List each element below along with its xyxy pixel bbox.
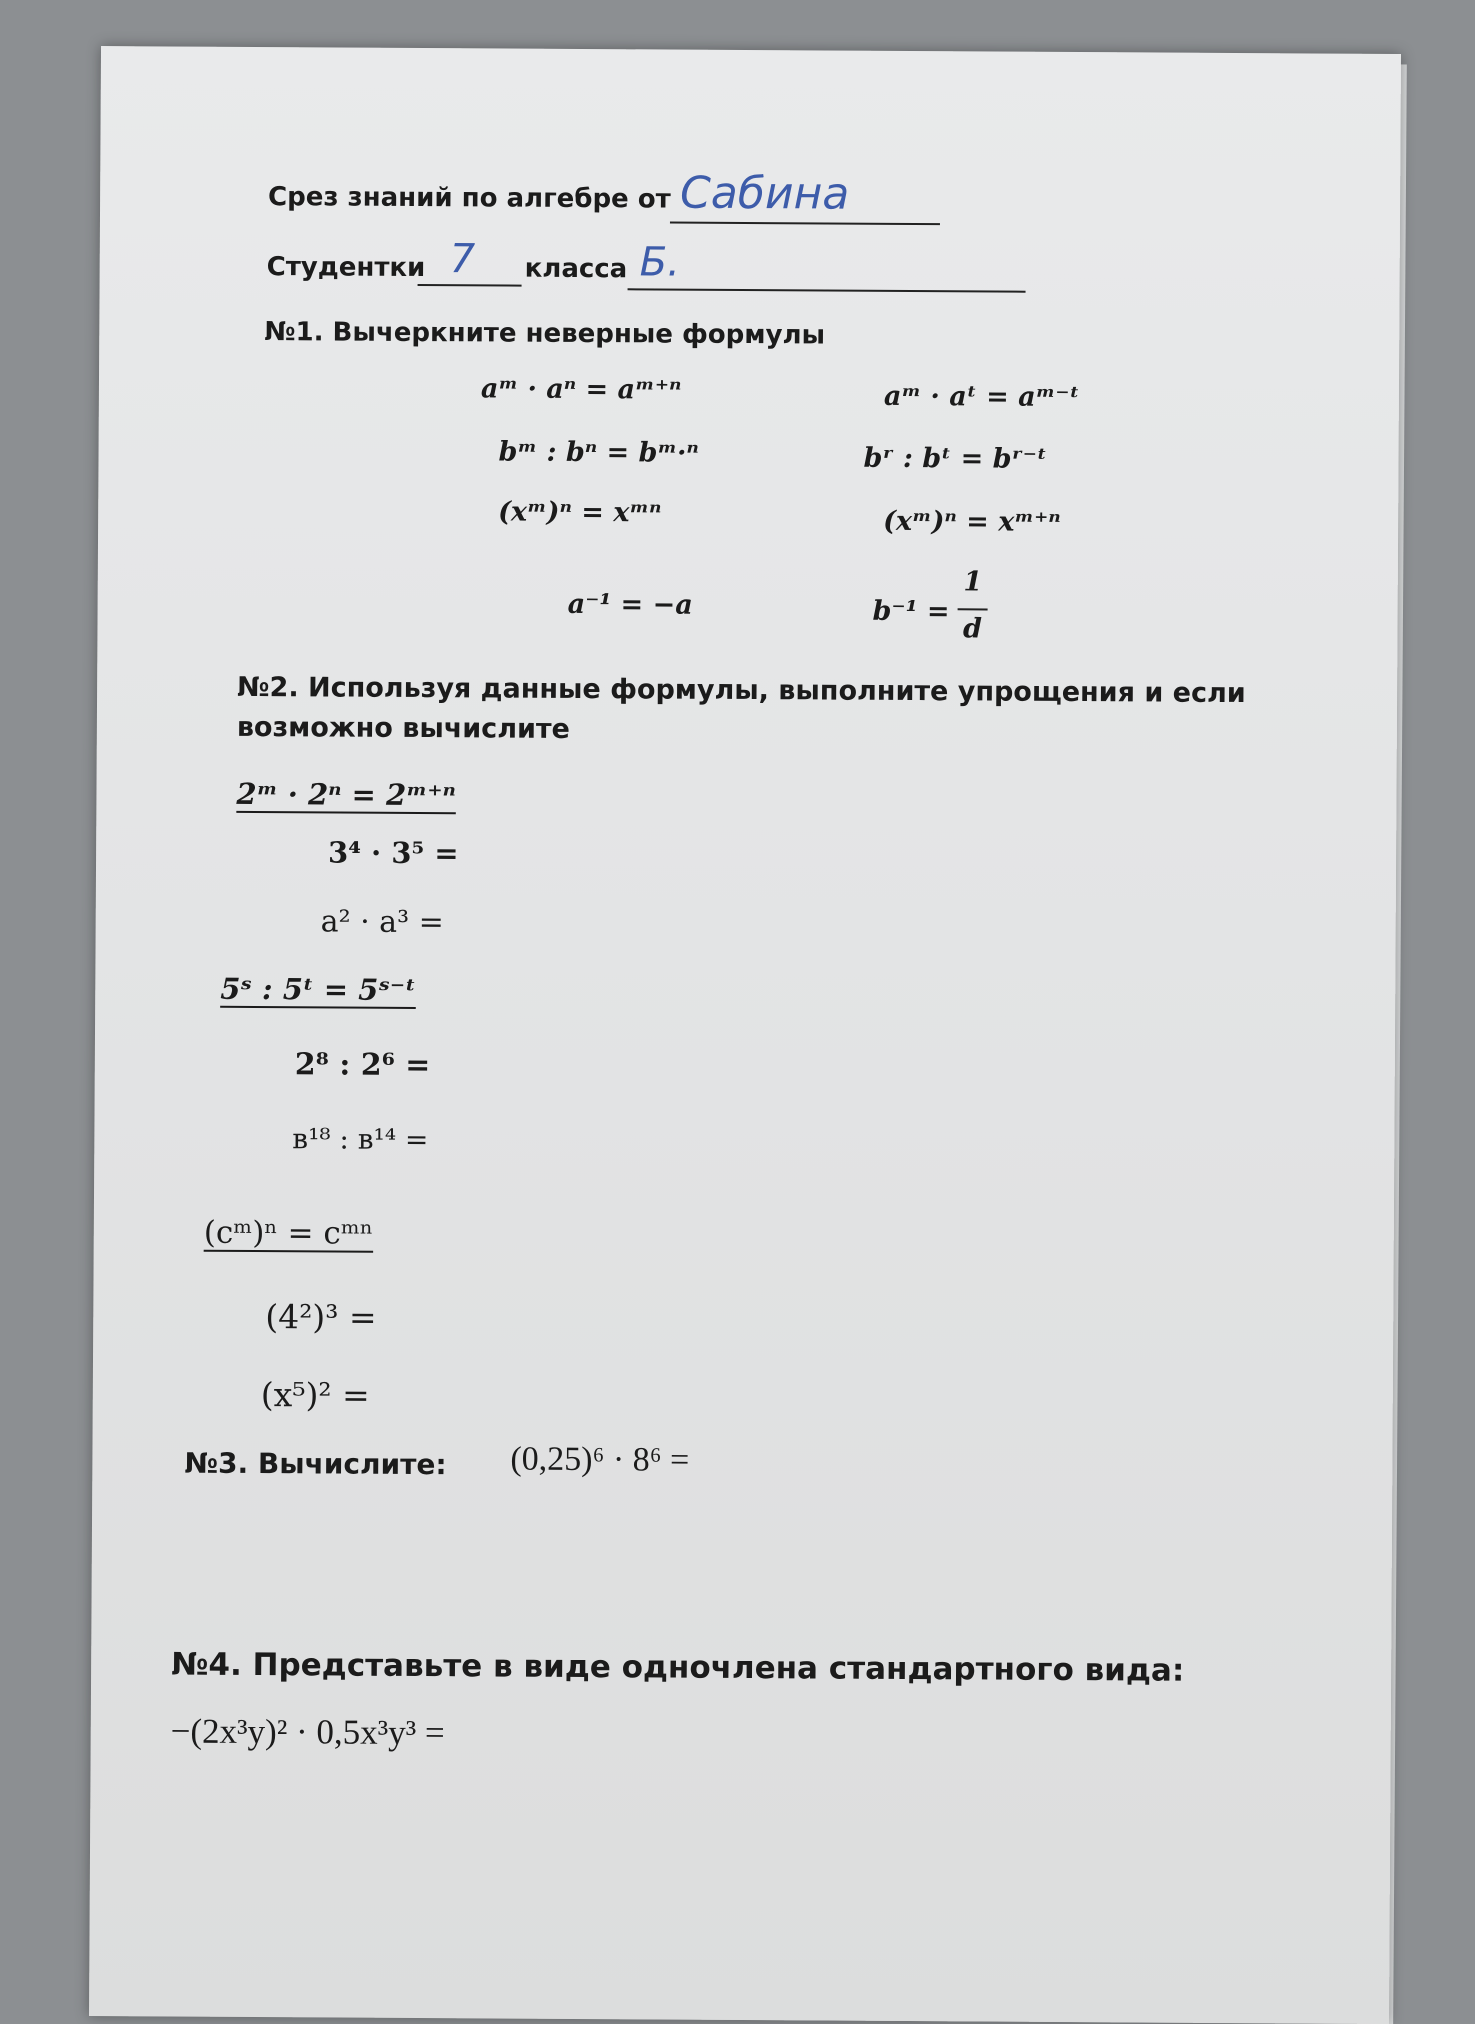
task1-title: №1. Вычеркните неверные формулы: [264, 317, 826, 351]
task3-expression: (0,25)⁶ · 8⁶ =: [510, 1440, 690, 1479]
fraction-bar: [958, 608, 988, 610]
task2-title-line1: №2. Используя данные формулы, выполните упрощения и если: [237, 671, 1246, 710]
handwritten-letter: Б.: [639, 239, 681, 286]
task4-expression: −(2x³y)² · 0,5x³y³ =: [170, 1711, 445, 1753]
exercise-6: (x⁵)² =: [260, 1375, 370, 1415]
letter-underline: [628, 288, 1026, 292]
paper-sheet: [89, 46, 1401, 2024]
fraction-numerator: 1: [963, 566, 983, 598]
formula-5: (xᵐ)ⁿ = xᵐⁿ: [498, 496, 662, 529]
formula-2: aᵐ · aᵗ = aᵐ⁻ᵗ: [883, 380, 1080, 414]
grade-underline: [418, 284, 522, 287]
header-title: Срез знаний по алгебре от: [268, 182, 671, 215]
exercise-2: a² · a³ =: [320, 904, 444, 941]
task4-title: №4. Представьте в виде одночлена стандартного вида:: [171, 1646, 1185, 1689]
rule-product: 2ᵐ · 2ⁿ = 2ᵐ⁺ⁿ: [236, 776, 457, 813]
class-label: класса: [524, 253, 628, 285]
student-label: Студентки: [266, 252, 426, 284]
name-underline: [670, 222, 940, 226]
formula-1: aᵐ · aⁿ = aᵐ⁺ⁿ: [480, 373, 682, 406]
formula-7: a⁻¹ = −a: [567, 588, 693, 621]
task3-title: №3. Вычислите:: [184, 1446, 447, 1482]
rule-power: (cᵐ)ⁿ = cᵐⁿ: [203, 1214, 374, 1252]
formula-6: (xᵐ)ⁿ = xᵐ⁺ⁿ: [883, 505, 1061, 538]
formula-8: b⁻¹ =: [872, 595, 950, 628]
fraction-denominator: d: [962, 613, 983, 645]
exercise-5: (4²)³ =: [265, 1297, 377, 1337]
formula-4: bʳ : bᵗ = bʳ⁻ᵗ: [863, 442, 1048, 475]
handwritten-grade: 7: [449, 236, 476, 283]
task2-title-line2: возможно вычислите: [236, 711, 570, 745]
exercise-3: 2⁸ : 2⁶ =: [294, 1047, 431, 1084]
exercise-1: 3⁴ · 3⁵ =: [328, 835, 459, 871]
exercise-4: в¹⁸ : в¹⁴ =: [292, 1122, 429, 1157]
formula-3: bᵐ : bⁿ = bᵐ·ⁿ: [498, 436, 699, 469]
handwritten-name: Сабина: [679, 167, 850, 220]
rule-quotient: 5ˢ : 5ᵗ = 5ˢ⁻ᵗ: [220, 971, 416, 1007]
